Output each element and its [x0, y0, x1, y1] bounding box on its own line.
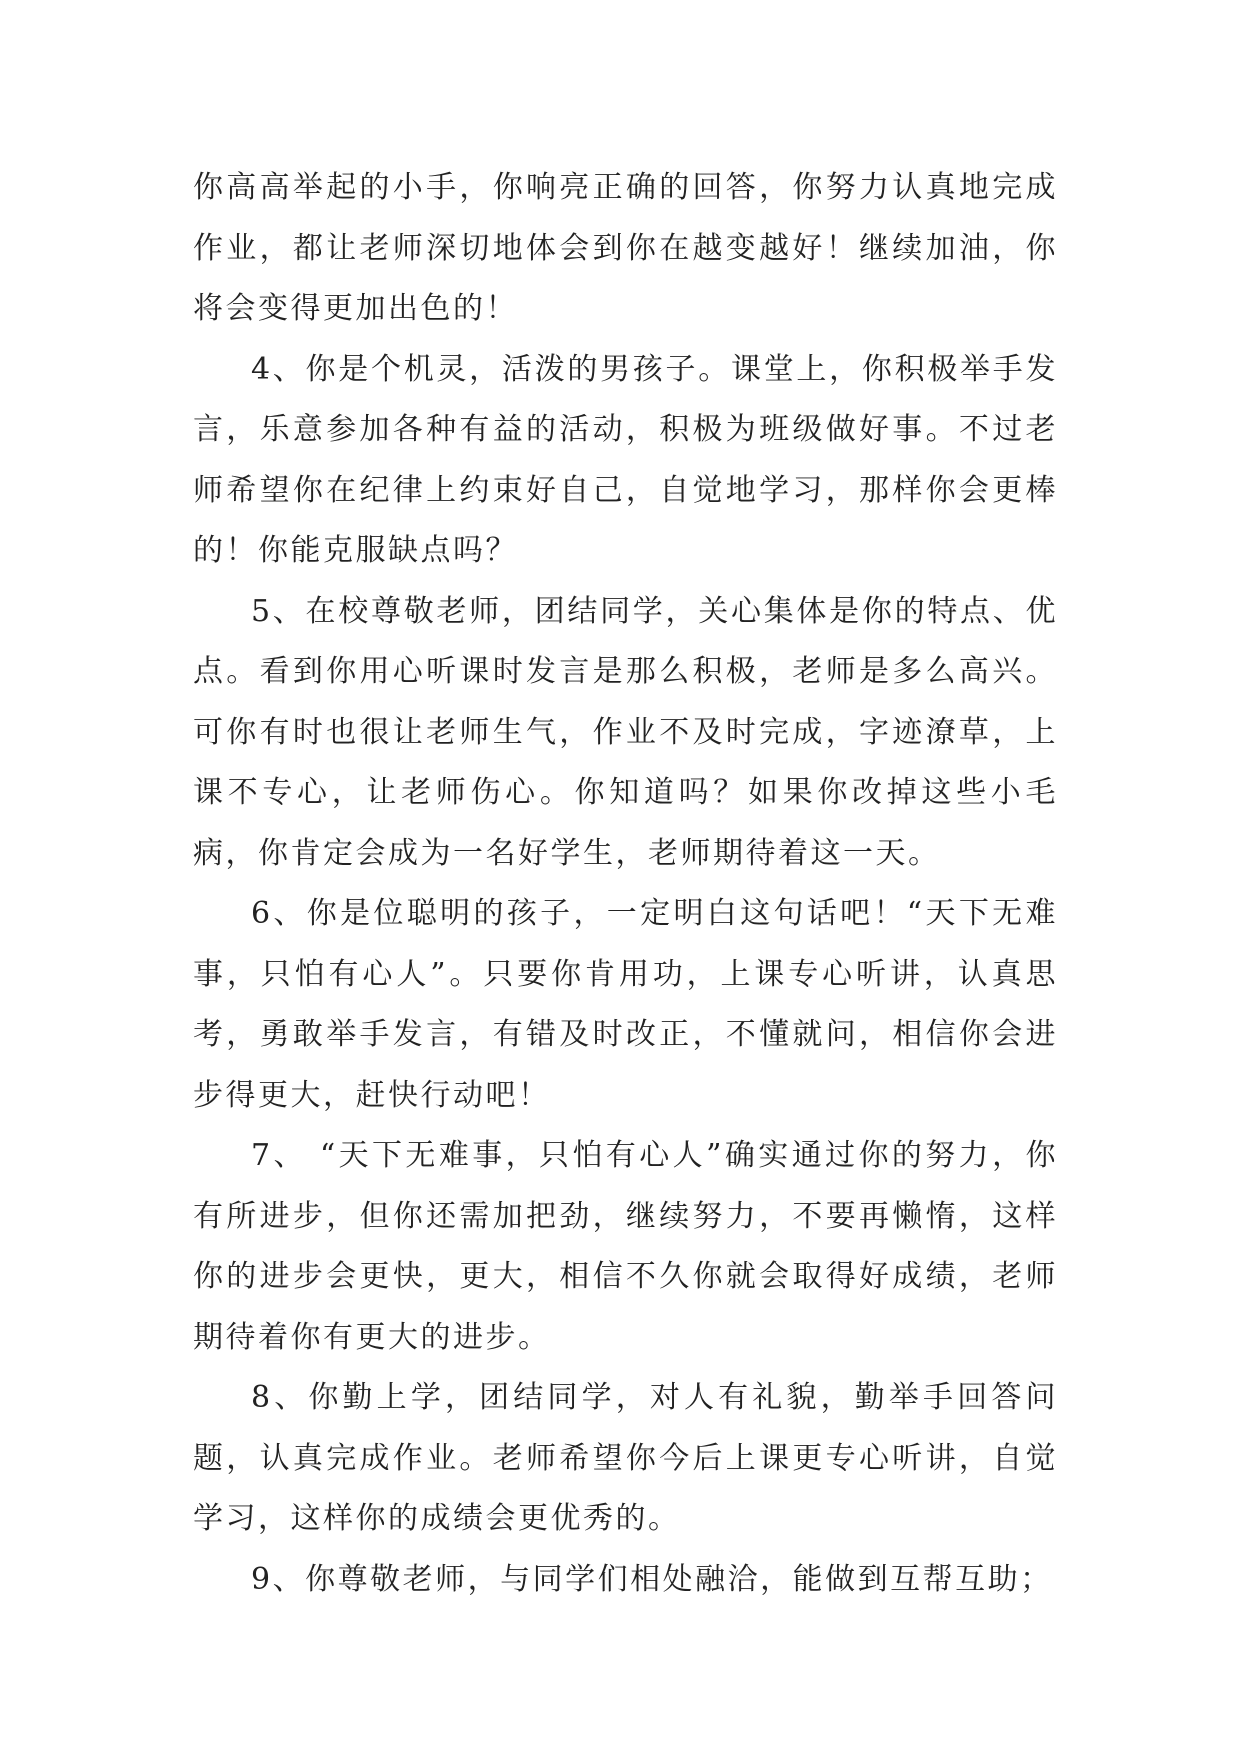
- document-body: [193, 158, 1058, 1610]
- paragraph-continuation: 你高高举起的小手，你响亮正确的回答，你努力认真地完成作业，都让老师深切地体会到你在越变越好！继续加油，你将会变得更加出色的！: [193, 170, 1058, 326]
- paragraph-comment-4: 4、你是个机灵，活泼的男孩子。课堂上，你积极举手发言，乐意参加各种有益的活动，积极为班级做好事。不过老师希望你在纪律上约束好自己，自觉地学习，那样你会更棒的！你能克服缺点吗？: [193, 351, 1058, 568]
- paragraph-comment-7: 7、 “天下无难事，只怕有心人”确实通过你的努力，你有所进步，但你还需加把劲，继续努力，不要再懒惰，这样你的进步会更快，更大，相信不久你就会取得好成绩，老师期待着你有更大的进步。: [193, 1138, 1058, 1355]
- paragraph-comment-6: 6、你是位聪明的孩子，一定明白这句话吧！“天下无难事，只怕有心人”。只要你肯用功，上课专心听讲，认真思考，勇敢举手发言，有错及时改正，不懂就问，相信你会进步得更大，赶快行动吧！: [193, 896, 1058, 1113]
- paragraph-comment-9: 9、你尊敬老师，与同学们相处融洽，能做到互帮互助；: [251, 1561, 1053, 1597]
- paragraph-comment-8: 8、你勤上学，团结同学，对人有礼貌，勤举手回答问题，认真完成作业。老师希望你今后上课更专心听讲，自觉学习，这样你的成绩会更优秀的。: [193, 1380, 1058, 1536]
- paragraph-comment-5: 5、在校尊敬老师，团结同学，关心集体是你的特点、优点。看到你用心听课时发言是那么积极，老师是多么高兴。可你有时也很让老师生气，作业不及时完成，字迹潦草，上课不专心，让老师伤心。你知道吗？如果你改掉这些小毛病，你肯定会成为一名好学生，老师期待着这一天。: [193, 593, 1058, 871]
